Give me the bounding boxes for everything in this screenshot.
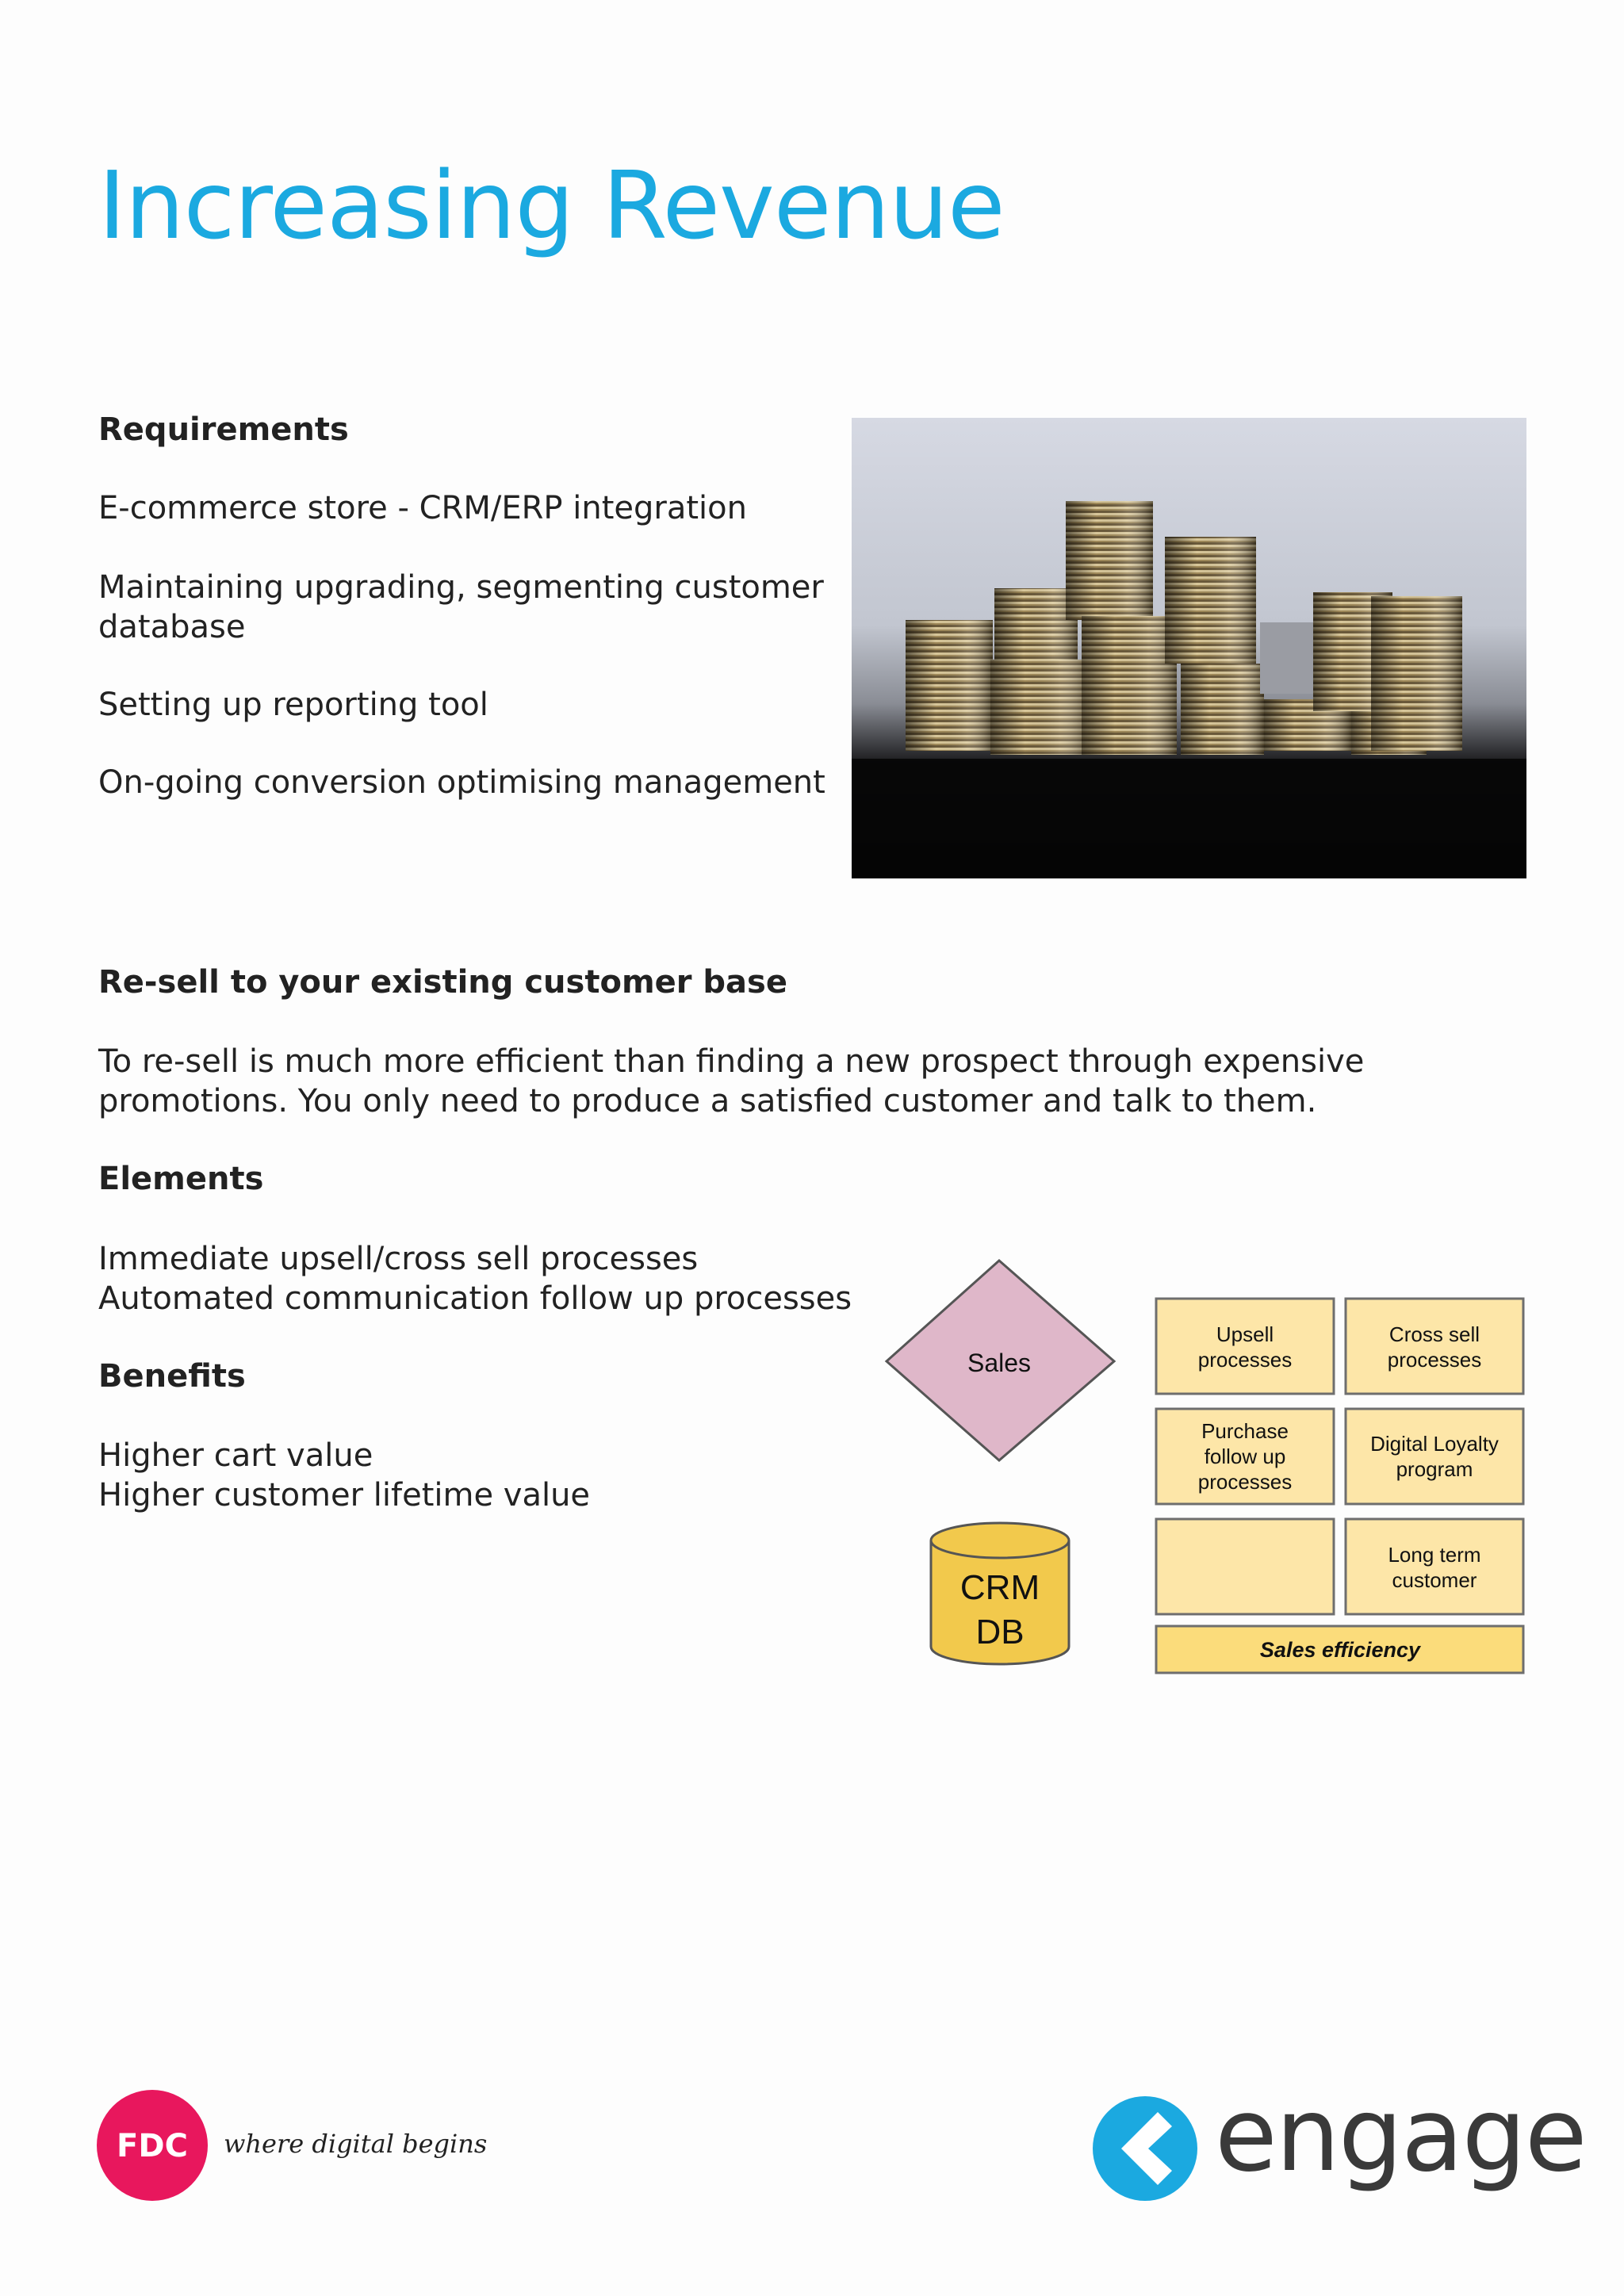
cross-sell-box bbox=[1346, 1299, 1523, 1394]
requirement-item: Maintaining upgrading, segmenting customer database bbox=[98, 569, 824, 645]
upsell-label: Upsell bbox=[1216, 1322, 1274, 1346]
loyalty-box bbox=[1346, 1409, 1523, 1504]
element-item: Immediate upsell/cross sell processes bbox=[98, 1241, 699, 1277]
sales-efficiency-label: Sales efficiency bbox=[1259, 1638, 1421, 1662]
upsell-box bbox=[1156, 1299, 1334, 1394]
coins-photo bbox=[852, 418, 1526, 878]
elements-heading: Elements bbox=[98, 1161, 264, 1197]
benefit-item: Higher customer lifetime value bbox=[98, 1477, 591, 1513]
engage-logo-mark bbox=[1090, 2093, 1201, 2204]
db-label: DB bbox=[975, 1613, 1025, 1651]
sales-diagram bbox=[872, 1253, 1538, 1681]
loyalty-label: Digital Loyalty bbox=[1370, 1432, 1499, 1456]
long-term-label: customer bbox=[1392, 1568, 1477, 1592]
upsell-label: processes bbox=[1197, 1348, 1293, 1372]
empty-box bbox=[1156, 1519, 1334, 1614]
page-title: Increasing Revenue bbox=[98, 151, 1005, 260]
engage-wordmark: engage bbox=[1215, 2076, 1586, 2195]
resell-body: To re-sell is much more efficient than finding a new prospect through expensive promotions. You only need to produce a satisfied customer and talk to them. bbox=[98, 1043, 1365, 1119]
requirements-heading: Requirements bbox=[98, 411, 349, 448]
loyalty-label: program bbox=[1396, 1457, 1473, 1481]
purchase-label: follow up bbox=[1204, 1445, 1286, 1468]
benefits-heading: Benefits bbox=[98, 1358, 246, 1395]
purchase-label: processes bbox=[1197, 1470, 1293, 1494]
sales-label: Sales bbox=[967, 1349, 1032, 1377]
cross-sell-label: Cross sell bbox=[1388, 1322, 1480, 1346]
tagline: where digital begins bbox=[224, 2129, 488, 2159]
requirement-item: E-commerce store - CRM/ERP integration bbox=[98, 490, 747, 526]
requirement-item: On-going conversion optimising management bbox=[98, 764, 825, 801]
fdc-logo bbox=[97, 2090, 208, 2201]
long-term-label: Long term bbox=[1388, 1543, 1481, 1567]
purchase-label: Purchase bbox=[1201, 1419, 1289, 1443]
requirement-item: Setting up reporting tool bbox=[98, 687, 488, 723]
crm-label: CRM bbox=[959, 1568, 1040, 1607]
long-term-box bbox=[1346, 1519, 1523, 1614]
element-item: Automated communication follow up processes bbox=[98, 1280, 852, 1317]
benefit-item: Higher cart value bbox=[98, 1437, 373, 1474]
fdc-logo-text: FDC bbox=[117, 2128, 188, 2164]
cross-sell-label: processes bbox=[1387, 1348, 1482, 1372]
resell-heading: Re-sell to your existing customer base bbox=[98, 964, 787, 1001]
